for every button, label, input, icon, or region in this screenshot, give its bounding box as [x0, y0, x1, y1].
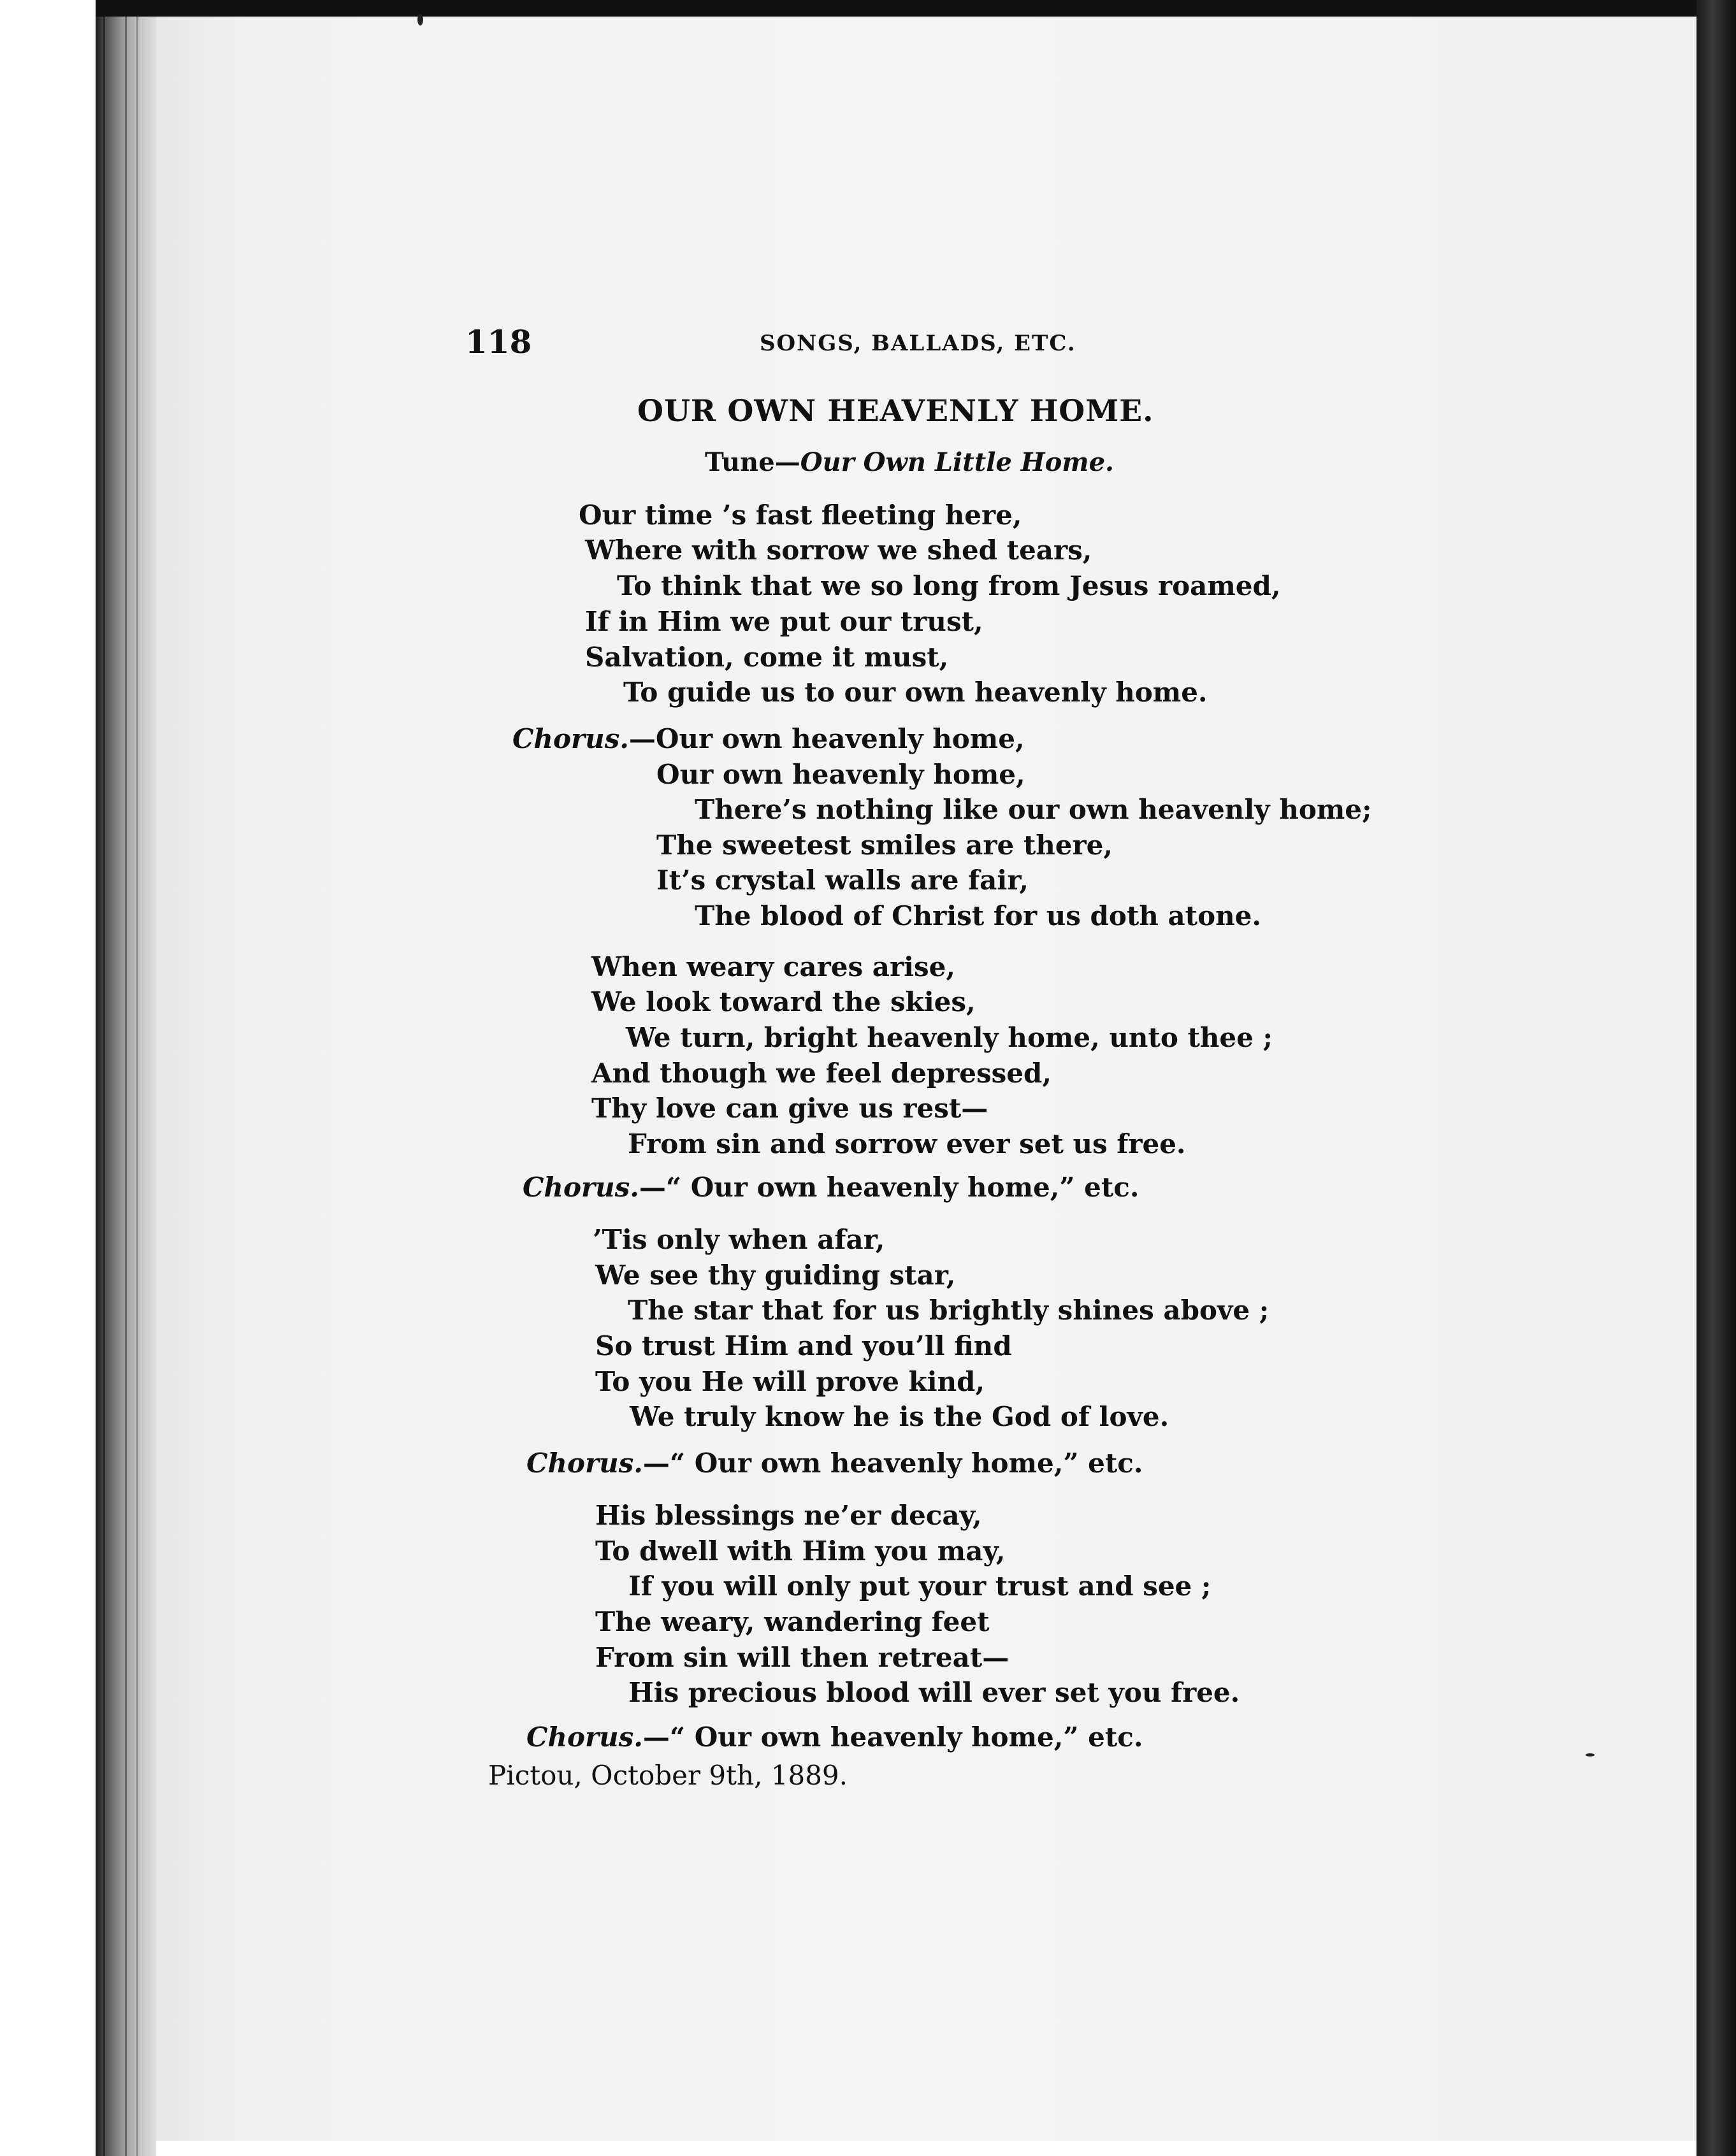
running-title: SONGS, BALLADS, ETC.: [760, 331, 1076, 356]
page-edge-line: [125, 0, 127, 2156]
verse-line: His precious blood will ever set you free.: [628, 1677, 1240, 1708]
verse-line: We look toward the skies,: [591, 986, 976, 1017]
page-edge-line: [103, 0, 105, 2156]
verse-line: The weary, wandering feet: [595, 1606, 990, 1637]
verse-line: To you He will prove kind,: [595, 1366, 985, 1397]
right-border: [1696, 0, 1736, 2156]
chorus-label: Chorus.: [526, 1721, 643, 1753]
verse-line: If in Him we put our trust,: [585, 606, 983, 637]
verse-line: We see thy guiding star,: [595, 1260, 956, 1291]
tune-line: [705, 447, 1114, 477]
verse-line: Our time ’s fast fleeting here,: [579, 499, 1022, 531]
page-number: 118: [465, 323, 532, 361]
chorus-ref-text: —“ Our own heavenly home,” etc.: [642, 1721, 1143, 1753]
chorus-line: It’s crystal walls are fair,: [656, 865, 1029, 896]
verse-line: ’Tis only when afar,: [593, 1224, 885, 1255]
verse-line: So trust Him and you’ll find: [595, 1330, 1012, 1362]
verse-line: To think that we so long from Jesus roamed,: [617, 570, 1281, 601]
chorus-ref-text: —“ Our own heavenly home,” etc.: [639, 1172, 1139, 1203]
scan-speck: [1586, 1753, 1595, 1757]
tune-prefix: Tune—: [705, 447, 800, 477]
page-edge-line: [136, 0, 138, 2156]
verse-line: When weary cares arise,: [591, 951, 956, 982]
chorus-reference: [523, 1174, 1139, 1201]
chorus-reference: [526, 1450, 1143, 1477]
chorus-line: Our own heavenly home,: [656, 759, 1025, 790]
verse-line: If you will only put your trust and see ;: [628, 1570, 1212, 1602]
chorus-line: The sweetest smiles are there,: [656, 830, 1113, 861]
verse-line: The star that for us brightly shines above ;: [628, 1295, 1269, 1326]
chorus-line: —Our own heavenly home,: [628, 723, 1025, 754]
verse-line: To guide us to our own heavenly home.: [623, 677, 1208, 708]
verse-line: We truly know he is the God of love.: [630, 1401, 1169, 1432]
verse-line: From sin will then retreat—: [595, 1642, 1009, 1673]
scan-speck: [417, 14, 423, 25]
top-border: [96, 0, 1736, 17]
chorus-first-line: [512, 723, 1025, 754]
chorus-reference: [526, 1721, 1143, 1753]
verse-line: From sin and sorrow ever set us free.: [628, 1128, 1186, 1160]
verse-line: We turn, bright heavenly home, unto thee ;: [626, 1022, 1273, 1053]
tune-name: Our Own Little Home.: [800, 447, 1114, 477]
verse-line: His blessings ne’er decay,: [595, 1500, 982, 1531]
verse-line: Salvation, come it must,: [585, 642, 949, 673]
dateline: Pictou, October 9th, 1889.: [488, 1760, 848, 1791]
chorus-label: Chorus.: [523, 1172, 639, 1203]
chorus-line: The blood of Christ for us doth atone.: [695, 900, 1261, 931]
chorus-label: Chorus.: [526, 1448, 643, 1479]
chorus-line: There’s nothing like our own heavenly home;: [695, 794, 1372, 825]
poem-title: OUR OWN HEAVENLY HOME.: [637, 394, 1154, 429]
verse-line: And though we feel depressed,: [591, 1058, 1052, 1089]
chorus-ref-text: —“ Our own heavenly home,” etc.: [642, 1448, 1143, 1479]
verse-line: Thy love can give us rest—: [591, 1093, 988, 1124]
verse-line: To dwell with Him you may,: [595, 1535, 1006, 1567]
verse-line: Where with sorrow we shed tears,: [585, 535, 1092, 566]
chorus-label: Chorus.: [512, 723, 629, 754]
